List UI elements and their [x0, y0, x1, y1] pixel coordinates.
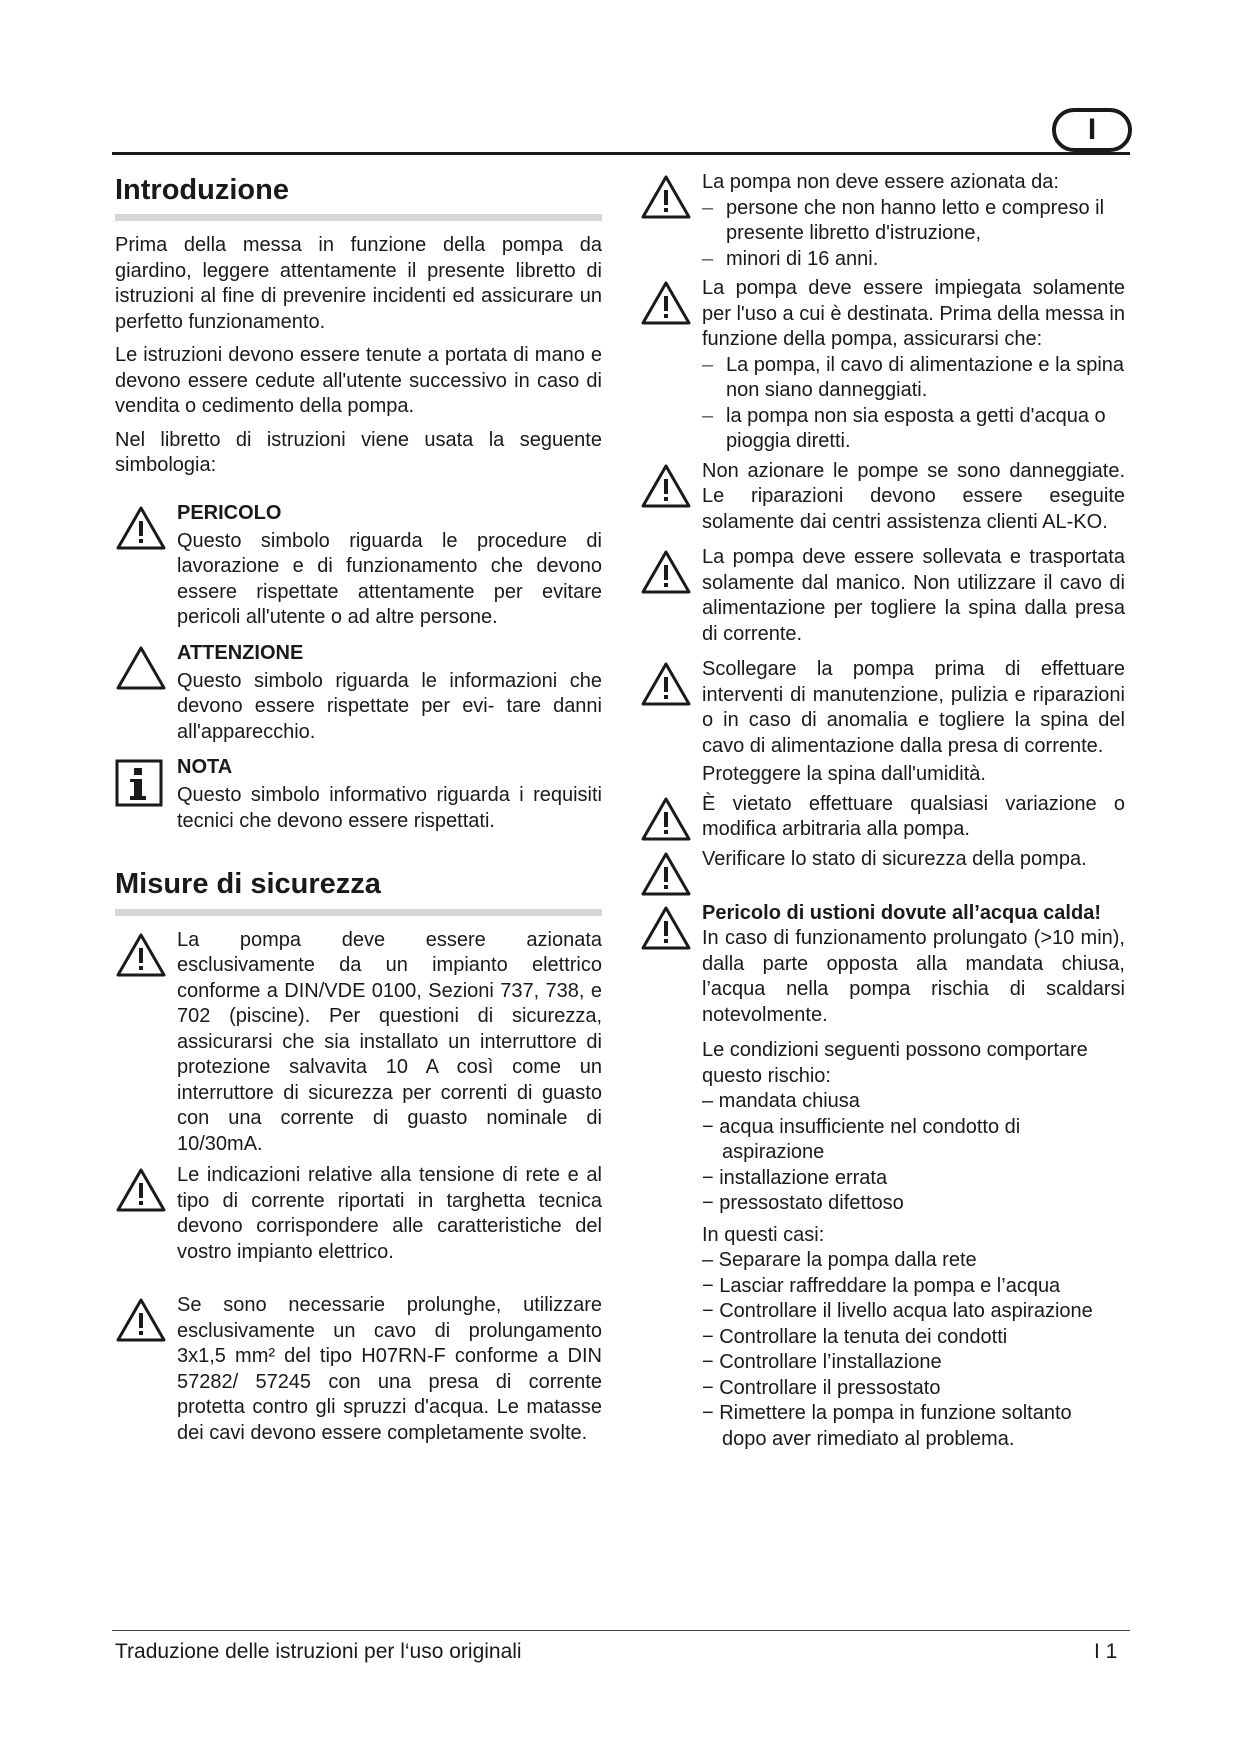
- warning-icon: [640, 276, 702, 326]
- footer-title: Traduzione delle istruzioni per l‘uso originali: [115, 1640, 522, 1663]
- warning-safety-check-text: Verificare lo stato di sicurezza della pompa.: [702, 847, 1087, 870]
- warning-intended-use-text: La pompa deve essere impiegata solamente per l'uso a cui è destinata. Prima della messa in funzione della pompa, assicurarsi che:: [702, 277, 1125, 350]
- caution-icon: [115, 641, 177, 691]
- warning-disconnect: [640, 657, 1125, 788]
- intro-heading: Introduzione: [115, 170, 602, 221]
- warning-icon: [640, 545, 702, 595]
- warning-handle-text: La pompa deve essere sollevata e trasportata solamente dal manico. Non utilizzare il cavo di alimentazione per togliere la spina dalla presa di corrente.: [702, 546, 1125, 645]
- warning-icon: [640, 847, 702, 897]
- intro-paragraph-3: Nel libretto di istruzioni viene usata la seguente simbologia:: [115, 428, 602, 477]
- safety-item: [115, 928, 602, 1158]
- page-number: I 1: [1094, 1640, 1118, 1663]
- warning-modification: [640, 792, 1125, 843]
- cases-list: [702, 1248, 1125, 1452]
- language-badge-label: I: [1087, 113, 1097, 146]
- list-item: − Rimettere la pompa in funzione soltanto dopo aver rimediato al problema.: [702, 1402, 1072, 1450]
- operators-list: [702, 196, 1125, 273]
- intro-paragraph-2: Le istruzioni devono essere tenute a portata di mano e devono essere cedute all'utente successivo in caso di vendita o cedimento della pompa.: [115, 344, 602, 418]
- info-icon: [115, 755, 177, 807]
- warning-moisture-text: Proteggere la spina dall'umidità.: [702, 763, 986, 785]
- list-item: − pressostato difettoso: [702, 1192, 904, 1214]
- warning-icon: [115, 501, 177, 551]
- symbol-danger-label: PERICOLO: [177, 501, 282, 524]
- list-item: − acqua insufficiente nel condotto di aspirazione: [702, 1115, 1021, 1163]
- left-column: [115, 170, 602, 1446]
- list-item: – La pompa, il cavo di alimentazione e la spina non siano danneggiati.: [702, 353, 1125, 404]
- list-item: – persone che non hanno letto e compreso il presente libretto d'istruzione,: [702, 196, 1125, 247]
- warning-hot-water-text: In caso di funzionamento prolungato (>10 min), dalla parte opposta alla mandata chiusa, l’acqua nella pompa rischia di scaldarsi notevolmente.: [702, 927, 1125, 1026]
- safety-item: [115, 1293, 602, 1446]
- warning-hot-water-title: Pericolo di ustioni dovute all’acqua calda!: [702, 901, 1101, 924]
- warning-hot-water: [640, 901, 1125, 1029]
- warning-operators: [640, 170, 1125, 272]
- intro-paragraph-1: Prima della messa in funzione della pompa da giardino, leggere attentamente il presente libretto di istruzioni al fine di prevenire incidenti ed assicurare un perfetto funzionamento.: [115, 234, 602, 333]
- list-item: − installazione errata: [702, 1166, 888, 1189]
- conditions-intro: Le condizioni seguenti possono comportare questo rischio:: [702, 1039, 1088, 1087]
- list-item: – Separare la pompa dalla rete: [702, 1249, 977, 1271]
- list-item: − Lasciar raffreddare la pompa e l’acqua: [702, 1274, 1061, 1297]
- warning-modification-text: È vietato effettuare qualsiasi variazione o modifica arbitraria alla pompa.: [702, 792, 1125, 840]
- warning-disconnect-text: Scollegare la pompa prima di effettuare interventi di manutenzione, pulizia e riparazioni o in caso di anomalia e togliere la spina del cavo di alimentazione dalla presa di corrente.: [702, 658, 1125, 757]
- warning-icon: [640, 657, 702, 707]
- header-rule: [112, 152, 1130, 155]
- warning-icon: [640, 792, 702, 842]
- list-item: − Controllare il pressostato: [702, 1376, 941, 1399]
- symbol-caution-label: ATTENZIONE: [177, 641, 304, 664]
- symbol-caution: [115, 641, 602, 746]
- cases-intro: In questi casi:: [702, 1223, 825, 1246]
- right-column: [640, 170, 1125, 1452]
- warning-operators-text: La pompa non deve essere azionata da:: [702, 171, 1059, 193]
- symbol-note: [115, 755, 602, 834]
- symbol-caution-text: Questo simbolo riguarda le informazioni che devono essere rispettate per evi- tare danni all'apparecchio.: [177, 669, 602, 743]
- symbol-danger-text: Questo simbolo riguarda le procedure di lavorazione e di funzionamento che devono essere rispettate attentamente per evitare pericoli all'utente o ad altre persone.: [177, 529, 602, 629]
- language-badge: [1052, 108, 1132, 152]
- symbol-note-text: Questo simbolo informativo riguarda i requisiti tecnici che devono essere rispettati.: [177, 784, 602, 832]
- symbol-note-label: NOTA: [177, 756, 233, 779]
- safety-text-3: Se sono necessarie prolunghe, utilizzare esclusivamente un cavo di prolungamento 3x1,5 mm² del tipo H07RN-F conforme a DIN 57282/ 57245 con una presa di corrente protetta contro gli spruzzi d'acqua. Le matasse dei cavi devono essere completamente svolte.: [177, 1294, 602, 1444]
- footer-rule: [112, 1630, 1130, 1631]
- list-item: − Controllare la tenuta dei condotti: [702, 1325, 1008, 1348]
- warning-icon: [640, 901, 702, 951]
- checks-list: [702, 353, 1125, 455]
- warning-intended-use: [640, 276, 1125, 455]
- list-item: − Controllare l’installazione: [702, 1351, 942, 1373]
- warning-handle: [640, 545, 1125, 647]
- conditions-list: [702, 1089, 1125, 1217]
- warning-icon: [640, 459, 702, 509]
- warning-damaged: [640, 459, 1125, 536]
- list-item: – minori di 16 anni.: [702, 247, 1125, 273]
- safety-text-2: Le indicazioni relative alla tensione di rete e al tipo di corrente riportati in targhetta tecnica devono corrispondere alle caratteristiche del vostro impianto elettrico.: [177, 1164, 602, 1263]
- symbol-danger: [115, 501, 602, 631]
- safety-heading: Misure di sicurezza: [115, 864, 602, 915]
- warning-icon: [115, 928, 177, 978]
- warning-icon: [115, 1293, 177, 1343]
- list-item: – mandata chiusa: [702, 1090, 860, 1112]
- list-item: − Controllare il livello acqua lato aspirazione: [702, 1300, 1093, 1322]
- warning-safety-check: [640, 847, 1125, 897]
- warning-icon: [640, 170, 702, 220]
- safety-text-1: La pompa deve essere azionata esclusivamente da un impianto elettrico conforme a DIN/VDE 0100, Sezioni 737, 738, e 702 (piscine). Per questioni di sicurezza, assicurarsi che sia installato un interruttore di protezione salvavita 10 A così come un interruttore di sicurezza per correnti di guasto con una corrente di guasto nominale di 10/30mA.: [177, 928, 602, 1155]
- safety-item: [115, 1163, 602, 1265]
- warning-damaged-text: Non azionare le pompe se sono danneggiate. Le riparazioni devono essere eseguite solamente dai centri assistenza clienti AL-KO.: [702, 459, 1125, 533]
- warning-icon: [115, 1163, 177, 1213]
- list-item: – la pompa non sia esposta a getti d'acqua o pioggia diretti.: [702, 404, 1125, 455]
